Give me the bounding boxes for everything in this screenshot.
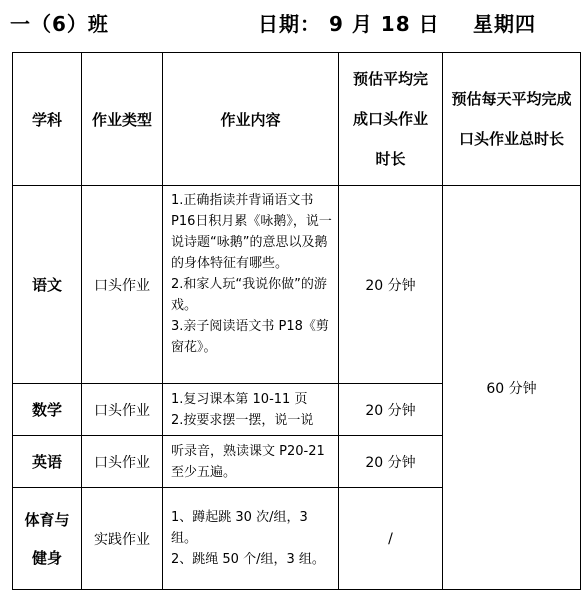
subject-cell: 英语 (13, 436, 82, 488)
content-line: 听录音，熟读课文 P20-21 至少五遍。 (171, 443, 325, 480)
subject-cell: 语文 (13, 186, 82, 384)
header-type: 作业类型 (82, 53, 163, 186)
homework-table (12, 52, 581, 590)
content-line: 2、跳绳 50 个/组，3 组。 (171, 552, 325, 567)
weekday-label: 星期四 (473, 12, 536, 36)
content-line: 2.和家人玩“我说你做”的游戏。 (171, 277, 327, 313)
duration-cell: 20 分钟 (339, 436, 443, 488)
header-content: 作业内容 (163, 53, 339, 186)
class-name: 一（6）班 (10, 12, 109, 36)
content-cell (163, 436, 339, 488)
subject-cell: 数学 (13, 384, 82, 436)
type-cell: 口头作业 (82, 384, 163, 436)
content-line: 3.亲子阅读语文书 P18《剪窗花》。 (171, 319, 329, 355)
header-avg-time: 预估平均完 成口头作业 时长 (339, 53, 443, 186)
header-total-time: 预估每天平均完成 口头作业总时长 (443, 53, 581, 186)
subject-cell: 体育与 健身 (13, 488, 82, 590)
content-line: 1.复习课本第 10-11 页 (171, 391, 308, 407)
date-label: 日期： 9 月 18 日 (258, 12, 440, 36)
type-cell: 实践作业 (82, 488, 163, 590)
title-row (0, 0, 588, 48)
total-time-cell: 60 分钟 (443, 186, 581, 590)
content-line: 1、蹲起跳 30 次/组，3 组。 (171, 510, 308, 546)
header-subject: 学科 (13, 53, 82, 186)
content-line: 1.正确指读并背诵语文书P16日积月累《咏鹅》，说一说诗题“咏鹅”的意思以及鹅的身体特征有哪些。 (171, 193, 332, 271)
type-cell: 口头作业 (82, 186, 163, 384)
content-line: 2.按要求摆一摆，说一说 (171, 412, 314, 428)
duration-cell: / (339, 488, 443, 590)
content-cell (163, 186, 339, 384)
header-row (13, 53, 581, 186)
duration-cell: 20 分钟 (339, 384, 443, 436)
content-cell (163, 384, 339, 436)
table-row-chinese (13, 186, 581, 384)
content-cell (163, 488, 339, 590)
duration-cell: 20 分钟 (339, 186, 443, 384)
type-cell: 口头作业 (82, 436, 163, 488)
